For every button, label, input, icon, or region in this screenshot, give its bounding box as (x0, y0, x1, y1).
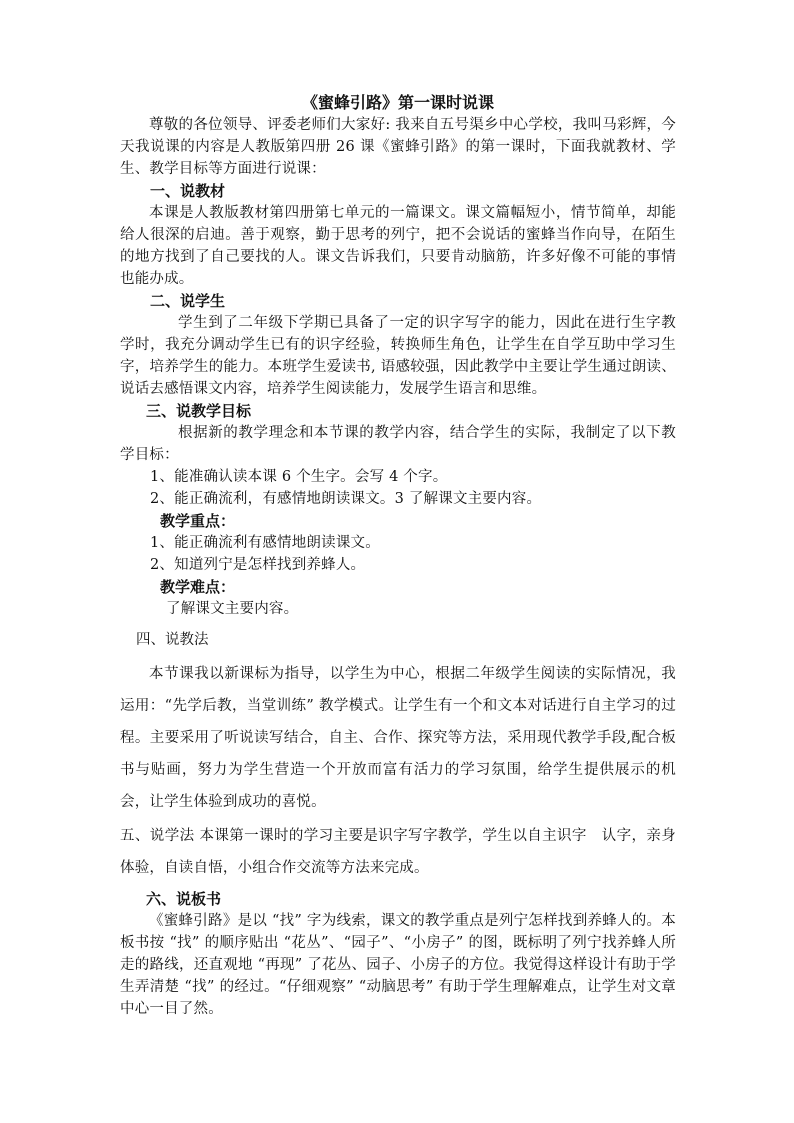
key-point-2: 2、知道列宁是怎样找到养蜂人。 (150, 557, 366, 573)
section-body-goals: 根据新的教学理念和本节课的教学内容，结合学生的实际，我制定了以下教学目标： (120, 425, 676, 463)
section-learning-methods: 五、说学法 本课第一课时的学习主要是识字写字教学，学生以自主识字 认字，亲身体验，自读自悟，小组合作交流等方法来完成。 (120, 828, 676, 876)
section-heading-students: 二、说学生 (150, 292, 226, 310)
key-points-heading: 教学重点： (160, 512, 236, 530)
goal-item-1: 1、能准确认读本课 6 个生字。会写 4 个字。 (150, 469, 448, 485)
section-body-students: 学生到了二年级下学期已具备了一定的识字写字的能力，因此在进行生字教学时，我充分调动学生已有的识字经验，转换师生角色，让学生在自学互助中学习生字，培养学生的能力。本班学生爱读书, 语感较强，因此教学中主要让学生通过朗读、说话去感悟课文内容，培养学生阅读能力，发展学生语言和思维。 (120, 315, 676, 397)
difficult-point: 了解课文主要内容。 (166, 601, 299, 617)
section-heading-methods: 四、说教法 (136, 632, 209, 648)
section-body-methods: 本节课我以新课标为指导，以学生为中心，根据二年级学生阅读的实际情况，我运用：“先学后教，当堂训练” 教学模式。让学生有一个和文本对话进行自主学习的过程。主要采用了听说读写结合，自主、合作、探究等方法，采用现代教学手段,配合板书与贴画，努力为学生营造一个开放而富有活力的学习氛围，给学生提供展示的机会，让学生体验到成功的喜悦。 (120, 666, 676, 810)
intro-paragraph: 尊敬的各位领导、评委老师们大家好: 我来自五号渠乡中心学校，我叫马彩辉，今天我说课的内容是人教版第四册 26 课《蜜蜂引路》的第一课时，下面我就教材、学生、教学目标等方面进行说课： (120, 117, 676, 177)
key-point-1: 1、能正确流利有感情地朗读课文。 (150, 535, 380, 551)
goal-item-2: 2、能正确流利，有感情地朗读课文。3 了解课文主要内容。 (150, 491, 542, 507)
section-heading-goals: 三、说教学目标 (146, 402, 252, 420)
section-body-board: 《蜜蜂引路》是以 “找” 字为线索，课文的教学重点是列宁怎样找到养蜂人的。本板书按 “找” 的顺序贴出 “花丛”、“园子”、“小房子” 的图，既标明了列宁找养蜂人所走的路线，还直观地 “再现” 了花丛、园子、小房子的方位。我觉得这样设计有助于学生弄清楚 “找” 的经过。“仔细观察” “动脑思考” 有助于学生理解难点，让学生对文章中心一目了然。 (120, 913, 676, 1017)
section-body-textbook: 本课是人教版教材第四册第七单元的一篇课文。课文篇幅短小，情节简单，却能给人很深的启迪。善于观察，勤于思考的列宁，把不会说话的蜜蜂当作向导，在陌生的地方找到了自己要找的人。课文告诉我们，只要肯动脑筋，许多好像不可能的事情也能办成。 (120, 205, 676, 287)
document-page (120, 92, 676, 1020)
document-title: 《蜜蜂引路》第一课时说课 (301, 93, 494, 112)
section-heading-board: 六、说板书 (146, 890, 222, 908)
difficult-points-heading: 教学难点： (160, 578, 236, 596)
section-heading-textbook: 一、说教材 (150, 182, 226, 200)
